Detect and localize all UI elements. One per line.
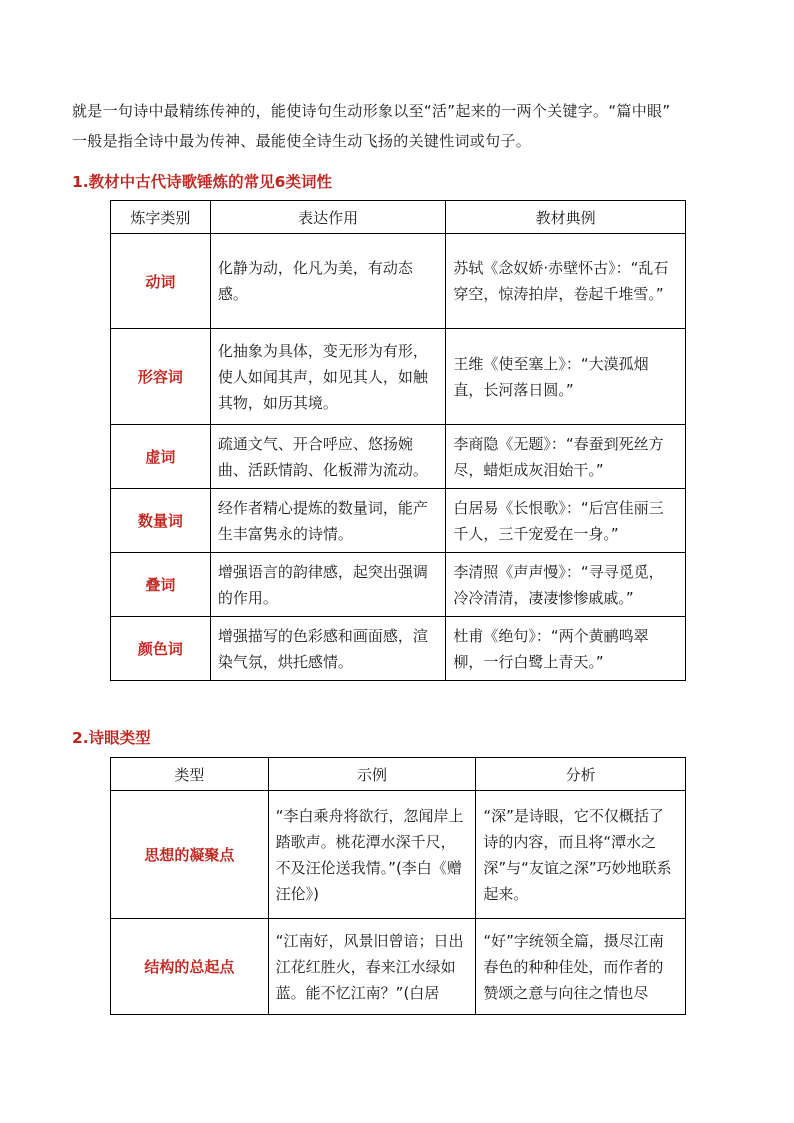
example-cell: 王维《使至塞上》：“大漠孤烟直，长河落日圆。” [446,329,686,425]
effect-cell: 疏通文气、开合呼应、悠扬婉曲、活跃情韵、化板滞为流动。 [210,425,446,489]
poem-eye-table [110,757,686,1015]
effect-cell: 化抽象为具体，变无形为有形，使人如闻其声，如见其人，如触其物，如历其境。 [210,329,446,425]
header-analysis: 分析 [476,758,686,791]
header-effect: 表达作用 [210,201,446,234]
table-row [111,329,686,425]
analysis-cell: “深”是诗眼，它不仅概括了诗的内容，而且将“潭水之深”与“友谊之深”巧妙地联系起来。 [476,791,686,919]
type-cell: 思想的凝聚点 [111,791,269,919]
word-types-table [110,200,686,681]
example-cell: 苏轼《念奴娇·赤壁怀古》：“乱石穿空，惊涛拍岸，卷起千堆雪。” [446,234,686,329]
table-row [111,617,686,681]
header-category: 炼字类别 [111,201,211,234]
example-cell: 白居易《长恨歌》：“后宫佳丽三千人，三千宠爱在一身。” [446,489,686,553]
table-row [111,489,686,553]
category-cell: 数量词 [111,489,211,553]
effect-cell: 增强语言的韵律感，起突出强调的作用。 [210,553,446,617]
category-cell: 形容词 [111,329,211,425]
table-row [111,919,686,1015]
category-cell: 叠词 [111,553,211,617]
table-header-row [111,201,686,234]
intro-line-2: 一般是指全诗中最为传神、最能使全诗生动飞扬的关键性词或句子。 [72,132,532,150]
example-cell: 李清照《声声慢》：“寻寻觅觅，冷冷清清，凄凄惨惨戚戚。” [446,553,686,617]
example-cell: 杜甫《绝句》：“两个黄鹂鸣翠柳，一行白鹭上青天。” [446,617,686,681]
example-cell: “李白乘舟将欲行，忽闻岸上踏歌声。桃花潭水深千尺，不及汪伦送我情。”(李白《赠汪伦》) [268,791,476,919]
section-1-title: 1.教材中古代诗歌锤炼的常见6类词性 [72,173,332,191]
effect-cell: 经作者精心提炼的数量词，能产生丰富隽永的诗情。 [210,489,446,553]
table-header-row [111,758,686,791]
header-example: 教材典例 [446,201,686,234]
analysis-cell: “好”字统领全篇，摄尽江南春色的种种佳处，而作者的赞颂之意与向往之情也尽 [476,919,686,1015]
category-cell: 虚词 [111,425,211,489]
intro-line-1: 就是一句诗中最精练传神的，能使诗句生动形象以至“活”起来的一两个关键字。“篇中眼” [72,102,671,120]
table-row [111,791,686,919]
intro-paragraph [72,96,732,156]
example-cell: 李商隐《无题》：“春蚕到死丝方尽，蜡炬成灰泪始干。” [446,425,686,489]
effect-cell: 增强描写的色彩感和画面感，渲染气氛，烘托感情。 [210,617,446,681]
table-row [111,553,686,617]
table-row [111,234,686,329]
category-cell: 动词 [111,234,211,329]
table-row [111,425,686,489]
section-2-title: 2.诗眼类型 [72,729,151,747]
effect-cell: 化静为动，化凡为美，有动态感。 [210,234,446,329]
type-cell: 结构的总起点 [111,919,269,1015]
category-cell: 颜色词 [111,617,211,681]
example-cell: “江南好，风景旧曾谙；日出江花红胜火，春来江水绿如蓝。能不忆江南？”(白居 [268,919,476,1015]
header-type: 类型 [111,758,269,791]
header-example: 示例 [268,758,476,791]
